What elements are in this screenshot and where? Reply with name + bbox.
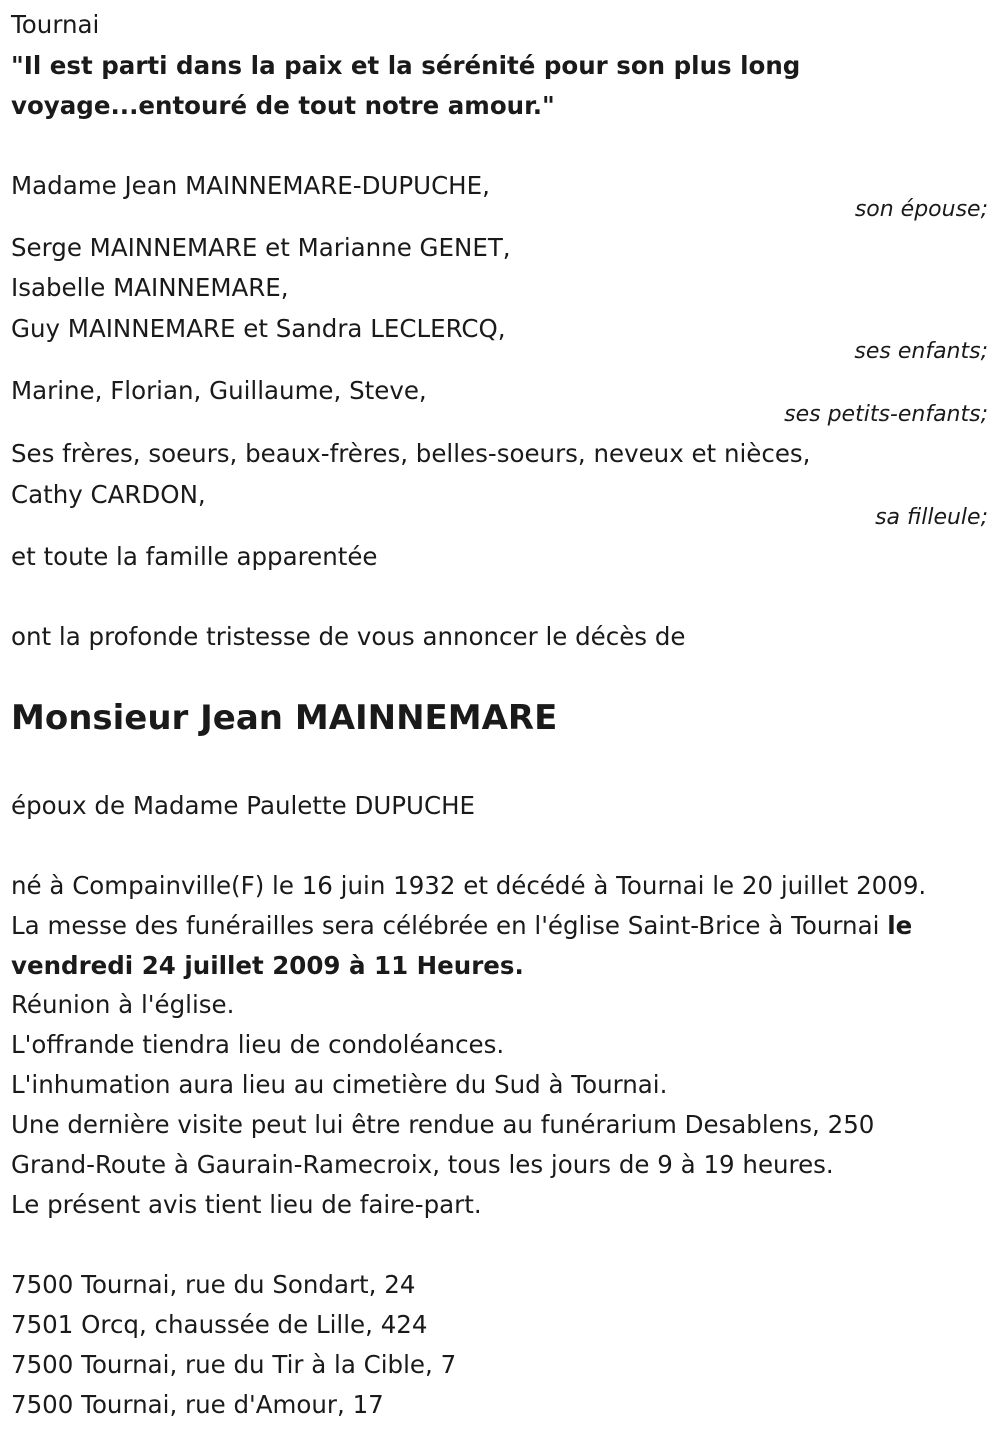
birth-death: né à Compainville(F) le 16 juin 1932 et décédé à Tournai le 20 juillet 2009. bbox=[11, 871, 927, 900]
extended-family: et toute la famille apparentée bbox=[11, 542, 378, 571]
announcement-text: ont la profonde tristesse de vous annoncer le décès de bbox=[11, 622, 686, 651]
spouse-name: Madame Jean MAINNEMARE-DUPUCHE, bbox=[11, 171, 490, 200]
address-4: 7500 Tournai, rue d'Amour, 17 bbox=[11, 1390, 384, 1419]
quote-line-1: "Il est parti dans la paix et la sérénité pour son plus long bbox=[11, 51, 801, 80]
spouse-of: époux de Madame Paulette DUPUCHE bbox=[11, 791, 475, 820]
mass-bold-end: le bbox=[887, 911, 913, 940]
goddaughter: Cathy CARDON, bbox=[11, 480, 206, 509]
visit-line-2: Grand-Route à Gaurain-Ramecroix, tous les jours de 9 à 19 heures. bbox=[11, 1150, 834, 1179]
city-heading: Tournai bbox=[11, 10, 100, 39]
burial: L'inhumation aura lieu au cimetière du Sud à Tournai. bbox=[11, 1070, 668, 1099]
siblings: Ses frères, soeurs, beaux-frères, belles-soeurs, neveux et nièces, bbox=[11, 439, 811, 468]
child-2: Isabelle MAINNEMARE, bbox=[11, 273, 289, 302]
address-3: 7500 Tournai, rue du Tir à la Cible, 7 bbox=[11, 1350, 457, 1379]
deceased-name: Monsieur Jean MAINNEMARE bbox=[11, 698, 558, 738]
quote-line-2: voyage...entouré de tout notre amour." bbox=[11, 91, 555, 120]
notice: Le présent avis tient lieu de faire-part. bbox=[11, 1190, 482, 1219]
goddaughter-role: sa filleule; bbox=[875, 505, 988, 530]
grandchildren: Marine, Florian, Guillaume, Steve, bbox=[11, 376, 427, 405]
offering: L'offrande tiendra lieu de condoléances. bbox=[11, 1030, 505, 1059]
spouse-role: son épouse; bbox=[854, 197, 988, 222]
mass-date: vendredi 24 juillet 2009 à 11 Heures. bbox=[11, 951, 524, 980]
mass-text: La messe des funérailles sera célébrée en l'église Saint-Brice à Tournai bbox=[11, 911, 888, 940]
mass-line bbox=[11, 911, 912, 941]
visit-line-1: Une dernière visite peut lui être rendue au funérarium Desablens, 250 bbox=[11, 1110, 875, 1139]
child-3: Guy MAINNEMARE et Sandra LECLERCQ, bbox=[11, 314, 506, 343]
grandchildren-role: ses petits-enfants; bbox=[784, 402, 988, 427]
meeting: Réunion à l'église. bbox=[11, 990, 235, 1019]
address-1: 7500 Tournai, rue du Sondart, 24 bbox=[11, 1270, 416, 1299]
child-1: Serge MAINNEMARE et Marianne GENET, bbox=[11, 233, 511, 262]
children-role: ses enfants; bbox=[854, 339, 988, 364]
address-2: 7501 Orcq, chaussée de Lille, 424 bbox=[11, 1310, 428, 1339]
